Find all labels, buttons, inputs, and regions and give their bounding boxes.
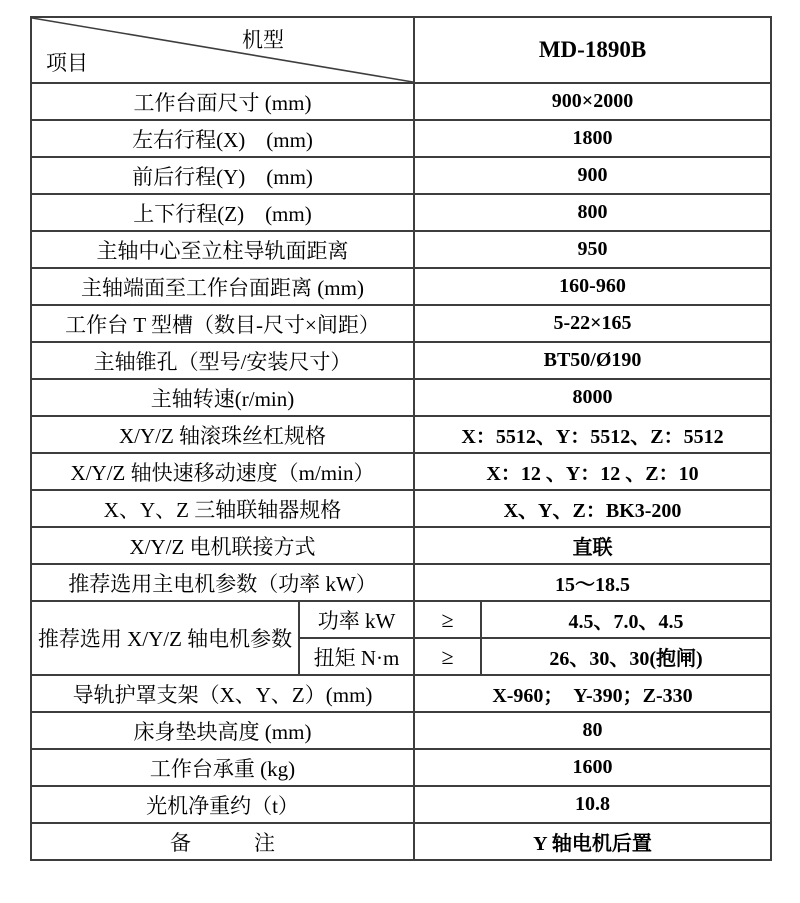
header-item-label: 项目 xyxy=(46,51,88,75)
table-row xyxy=(31,453,771,490)
table-row xyxy=(31,268,771,305)
spec-value: 900×2000 xyxy=(414,83,771,120)
table-row xyxy=(31,157,771,194)
spec-label: 左右行程(X) (mm) xyxy=(31,120,414,157)
spec-value: X：5512、Y：5512、Z：5512 xyxy=(414,416,771,453)
spec-label: X/Y/Z 轴滚珠丝杠规格 xyxy=(31,416,414,453)
spec-value: 4.5、7.0、4.5 xyxy=(481,601,771,638)
header-machine-type-label: 机型 xyxy=(242,28,284,52)
spec-value: 10.8 xyxy=(414,786,771,823)
spec-value: 900 xyxy=(414,157,771,194)
spec-label: 主轴转速(r/min) xyxy=(31,379,414,416)
diagonal-header-cell xyxy=(31,17,414,83)
spec-value: 8000 xyxy=(414,379,771,416)
spec-value: 950 xyxy=(414,231,771,268)
table-row xyxy=(31,342,771,379)
gte-symbol: ≥ xyxy=(414,638,481,675)
spec-value: X：12 、Y：12 、Z：10 xyxy=(414,453,771,490)
remarks-value: Y 轴电机后置 xyxy=(414,823,771,860)
spec-label: 推荐选用主电机参数（功率 kW） xyxy=(31,564,414,601)
spec-label: 主轴锥孔（型号/安装尺寸） xyxy=(31,342,414,379)
motor-group-label: 推荐选用 X/Y/Z 轴电机参数 xyxy=(31,601,299,675)
spec-label: 主轴中心至立柱导轨面距离 xyxy=(31,231,414,268)
table-row xyxy=(31,379,771,416)
spec-label: 工作台承重 (kg) xyxy=(31,749,414,786)
table-row xyxy=(31,786,771,823)
spec-value: 1600 xyxy=(414,749,771,786)
diagonal-line xyxy=(32,18,413,82)
spec-label: X/Y/Z 电机联接方式 xyxy=(31,527,414,564)
spec-label: 主轴端面至工作台面距离 (mm) xyxy=(31,268,414,305)
table-row xyxy=(31,305,771,342)
spec-label: 工作台面尺寸 (mm) xyxy=(31,83,414,120)
spec-value: BT50/Ø190 xyxy=(414,342,771,379)
spec-value: 80 xyxy=(414,712,771,749)
spec-value: 直联 xyxy=(414,527,771,564)
spec-value: 800 xyxy=(414,194,771,231)
table-row-remarks xyxy=(31,823,771,860)
table-row xyxy=(31,416,771,453)
spec-label: X、Y、Z 三轴联轴器规格 xyxy=(31,490,414,527)
model-name: MD-1890B xyxy=(414,17,771,83)
spec-value: 5-22×165 xyxy=(414,305,771,342)
spec-label: 前后行程(Y) (mm) xyxy=(31,157,414,194)
spec-label: 上下行程(Z) (mm) xyxy=(31,194,414,231)
table-row xyxy=(31,231,771,268)
table-row xyxy=(31,194,771,231)
spec-label: 床身垫块高度 (mm) xyxy=(31,712,414,749)
spec-value: X、Y、Z：BK3-200 xyxy=(414,490,771,527)
spec-value: X-960； Y-390；Z-330 xyxy=(414,675,771,712)
table-row xyxy=(31,83,771,120)
spec-value: 15～18.5 xyxy=(414,564,771,601)
table-row xyxy=(31,675,771,712)
table-header-row xyxy=(31,17,771,83)
spec-label: X/Y/Z 轴快速移动速度（m/min） xyxy=(31,453,414,490)
remarks-label: 备 注 xyxy=(31,823,414,860)
table-row xyxy=(31,564,771,601)
motor-param-name: 扭矩 N·m xyxy=(299,638,414,675)
gte-symbol: ≥ xyxy=(414,601,481,638)
spec-value: 26、30、30(抱闸) xyxy=(481,638,771,675)
motor-param-name: 功率 kW xyxy=(299,601,414,638)
spec-label: 工作台 T 型槽（数目-尺寸×间距） xyxy=(31,305,414,342)
spec-label: 光机净重约（t） xyxy=(31,786,414,823)
table-row xyxy=(31,120,771,157)
table-row xyxy=(31,749,771,786)
machine-spec-table xyxy=(30,16,772,861)
table-row-motor-power xyxy=(31,601,771,638)
table-row xyxy=(31,712,771,749)
table-row xyxy=(31,527,771,564)
table-row xyxy=(31,490,771,527)
spec-value: 160-960 xyxy=(414,268,771,305)
spec-label: 导轨护罩支架（X、Y、Z）(mm) xyxy=(31,675,414,712)
spec-value: 1800 xyxy=(414,120,771,157)
